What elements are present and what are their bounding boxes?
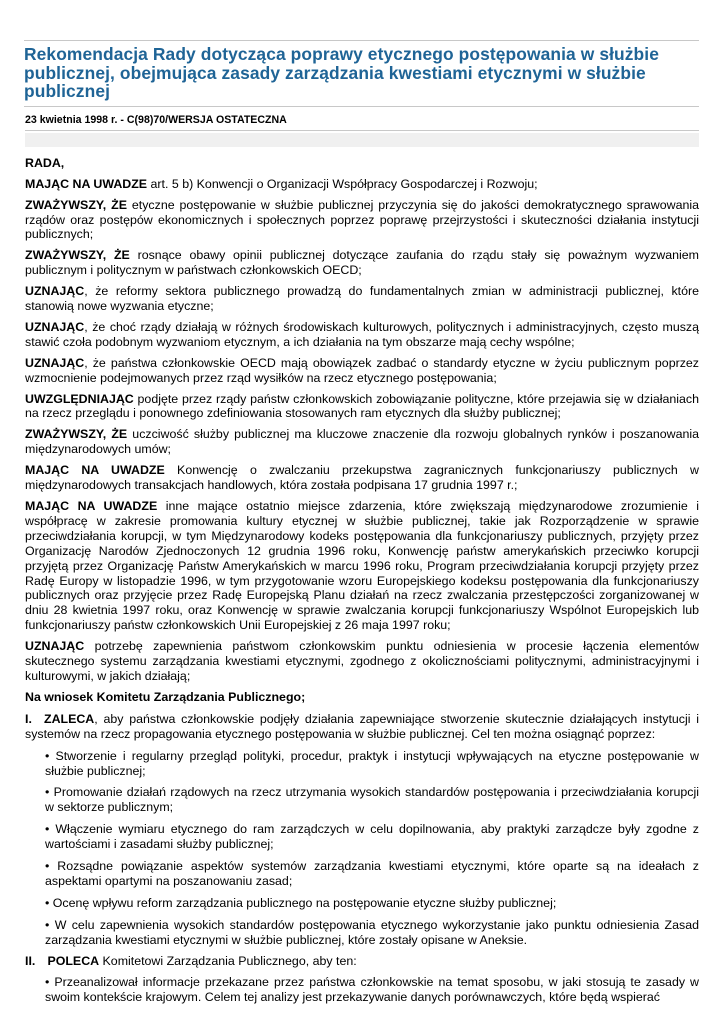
preamble-lead: ZWAŻYWSZY, ŻE <box>25 197 127 212</box>
document-page <box>25 40 699 1005</box>
section-1-lead: ZALECA <box>44 711 95 726</box>
preamble-paragraph <box>25 463 699 493</box>
list-item: • W celu zapewnienia wysokich standardów postępowania etycznego wykorzystanie jako punktu odniesienia Zasad zarządzania kwestiami etycznymi w służbie publicznej, które zostały opisane w Aneksie. <box>45 917 699 947</box>
preamble-paragraph <box>25 639 699 684</box>
document-title: Rekomendacja Rady dotycząca poprawy etycznego postępowania w służbie publicznej, obejmująca zasady zarządzania kwestiami etycznymi w służbie publicznej <box>24 40 699 107</box>
preamble-paragraph <box>25 427 699 457</box>
preamble-lead: ZWAŻYWSZY, ŻE <box>25 248 130 263</box>
preamble-text: , że choć rządy działają w różnych środowiskach kulturowych, politycznych i administracyjnych, często muszą stawić czoła podobnym wyzwaniom etycznym, a ich działania na tym obszarze mają cechy wspólne; <box>25 319 699 349</box>
preamble-text: podjęte przez rządy państw członkowskich zobowiązanie polityczne, które przejawia się w działaniach na rzecz przeglądu i ponownego zdefiniowania stosowanych ram etycznych dla służby publicznej; <box>25 391 699 421</box>
preamble-lead: UZNAJĄC <box>25 284 85 299</box>
section-2-label: II. <box>25 953 36 968</box>
preamble-text: rosnące obawy opinii publicznej dotyczące zaufania do rządu stały się poważnym wyzwaniem publicznym i politycznym w państwach członkowskich OECD; <box>25 248 699 278</box>
preamble-lead: UWZGLĘDNIAJĄC <box>25 391 134 406</box>
preamble-lead: UZNAJĄC <box>25 639 85 654</box>
preamble-lead: MAJĄC NA UWADZE <box>25 176 148 191</box>
preamble-lead: UZNAJĄC <box>25 355 85 370</box>
list-item: • Stworzenie i regularny przegląd polityki, procedur, praktyk i instytucji wpływających na etyczne postępowanie w służbie publicznej; <box>45 748 699 778</box>
preamble-paragraph <box>25 320 699 350</box>
preamble-lead: ZWAŻYWSZY, ŻE <box>25 427 128 442</box>
section-1-label: I. <box>25 711 32 726</box>
section-1-intro <box>25 712 699 742</box>
gray-divider-band <box>25 133 699 147</box>
list-item: • Włączenie wymiaru etycznego do ram zarządczych w celu dopilnowania, aby praktyki zarządcze były zgodne z wartościami i zasadami służby publicznej; <box>45 822 699 852</box>
preamble-paragraph <box>25 284 699 314</box>
preamble-paragraph <box>25 177 699 192</box>
section-2-lead: POLECA <box>47 953 100 968</box>
section-2-text: Komitetowi Zarządzania Publicznego, aby ten: <box>99 953 357 968</box>
section-1-text: , aby państwa członkowskie podjęły działania zapewniające stworzenie skutecznie działających instytucji i systemów na rzecz propagowania etycznego postępowania w służbie publicznej. Cel ten można osiągnąć poprzez: <box>25 711 699 741</box>
preamble-text: uczciwość służby publicznej ma kluczowe znaczenie dla rozwoju globalnych rynków i poszanowania międzynarodowych umów; <box>25 427 700 457</box>
preamble-text: , że państwa członkowskie OECD mają obowiązek zadbać o standardy etyczne w życiu publicznym poprzez wzmocnienie podejmowanych przez rząd wysiłków na rzecz etycznego postępowania; <box>25 355 699 385</box>
list-item: • Rozsądne powiązanie aspektów systemów zarządzania kwestiami etycznymi, które oparte są na ideałach z aspektami opartymi na poszanowaniu zasad; <box>45 859 699 888</box>
preamble-lead: MAJĄC NA UWADZE <box>25 463 165 478</box>
preamble-lead: MAJĄC NA UWADZE <box>25 499 158 513</box>
section-2-intro <box>25 954 699 969</box>
list-item: • Promowanie działań rządowych na rzecz utrzymania wysokich standardów postępowania i przeciwdziałania korupcji w sektorze publicznym; <box>45 785 699 815</box>
preamble-text: etyczne postępowanie w służbie publicznej przyczynia się do jakości demokratycznego sprawowania rządów oraz postępów ekonomicznych i społecznych poprzez poprawę przejrzystości i skuteczności działania instytucji publicznych; <box>25 197 699 242</box>
document-dateline: 23 kwietnia 1998 r. - C(98)70/WERSJA OSTATECZNA <box>25 108 699 131</box>
preamble-paragraph <box>25 499 699 633</box>
preamble-paragraph <box>25 356 699 386</box>
preamble-paragraph <box>25 248 699 278</box>
preamble-text: potrzebę zapewnienia państwom członkowskim punktu odniesienia w procesie łączenia elementów skutecznego systemu zarządzania kwestiami etycznymi, zgodnego z okolicznościami politycznymi, administracyjnymi i kulturowymi, w jakich działają; <box>25 639 699 683</box>
preamble-text: art. 5 b) Konwencji o Organizacji Współpracy Gospodarczej i Rozwoju; <box>147 176 538 191</box>
preamble-text: Konwencję o zwalczaniu przekupstwa zagranicznych funkcjonariuszy publicznych w międzynarodowych transakcjach handlowych, która została podpisana 17 grudnia 1997 r.; <box>25 463 700 493</box>
list-item: • Przeanalizował informacje przekazane przez państwa członkowskie na temat sposobu, w jaki stosują te zasady w swoim kontekście krajowym. Celem tej analizy jest przekazywanie danych porównawczych, które będą wspierać <box>45 975 699 1005</box>
list-item: • Ocenę wpływu reform zarządzania publicznego na postępowanie etyczne służby publicznej; <box>45 895 557 910</box>
preamble <box>25 177 699 684</box>
preamble-paragraph <box>25 198 699 243</box>
on-proposal-line: Na wniosek Komitetu Zarządzania Publicznego; <box>25 689 306 704</box>
rada-heading: RADA, <box>25 155 65 170</box>
preamble-paragraph <box>25 392 699 422</box>
section-2-list <box>25 975 699 1005</box>
section-1-list <box>25 749 699 948</box>
preamble-text: , że reformy sektora publicznego prowadzą do fundamentalnych zmian w administracji publicznej, które stanowią nowe wyzwania etyczne; <box>25 284 699 314</box>
preamble-text: inne mające ostatnio miejsce zdarzenia, które zwiększają międzynarodowe zrozumienie i współpracę w zakresie promowania kultury etycznej w służbie publicznej, takie jak Rozporządzenie w sprawie przeciwdziałania korupcji, w tym Międzynarodowy kodeks postępowania dla funkcjonariuszy publicznych, przyjęty przez Organizację Narodów Zjednoczonych 12 grudnia 1996 roku, Konwencję państw amerykańskich przeciwko korupcji przyjętą przez Organizację Państw Amerykańskich w marcu 1996 roku, Program przeciwdziałania korupcji przyjęty przez Radę Europy w listopadzie 1996, w tym przygotowanie wzoru Europejskiego kodeksu postępowania dla funkcjonariuszy publicznych oraz przyjęcie przez Radę Europejską Planu działań na rzecz zwalczania przestępczości zorganizowanej w dniu 28 kwietnia 1997 roku, oraz Konwencję w sprawie zwalczania korupcji funkcjonariuszy Wspólnot Europejskich lub funkcjonariuszy państw członkowskich Unii Europejskiej z 26 maja 1997 roku; <box>25 499 699 633</box>
preamble-lead: UZNAJĄC <box>25 319 85 334</box>
